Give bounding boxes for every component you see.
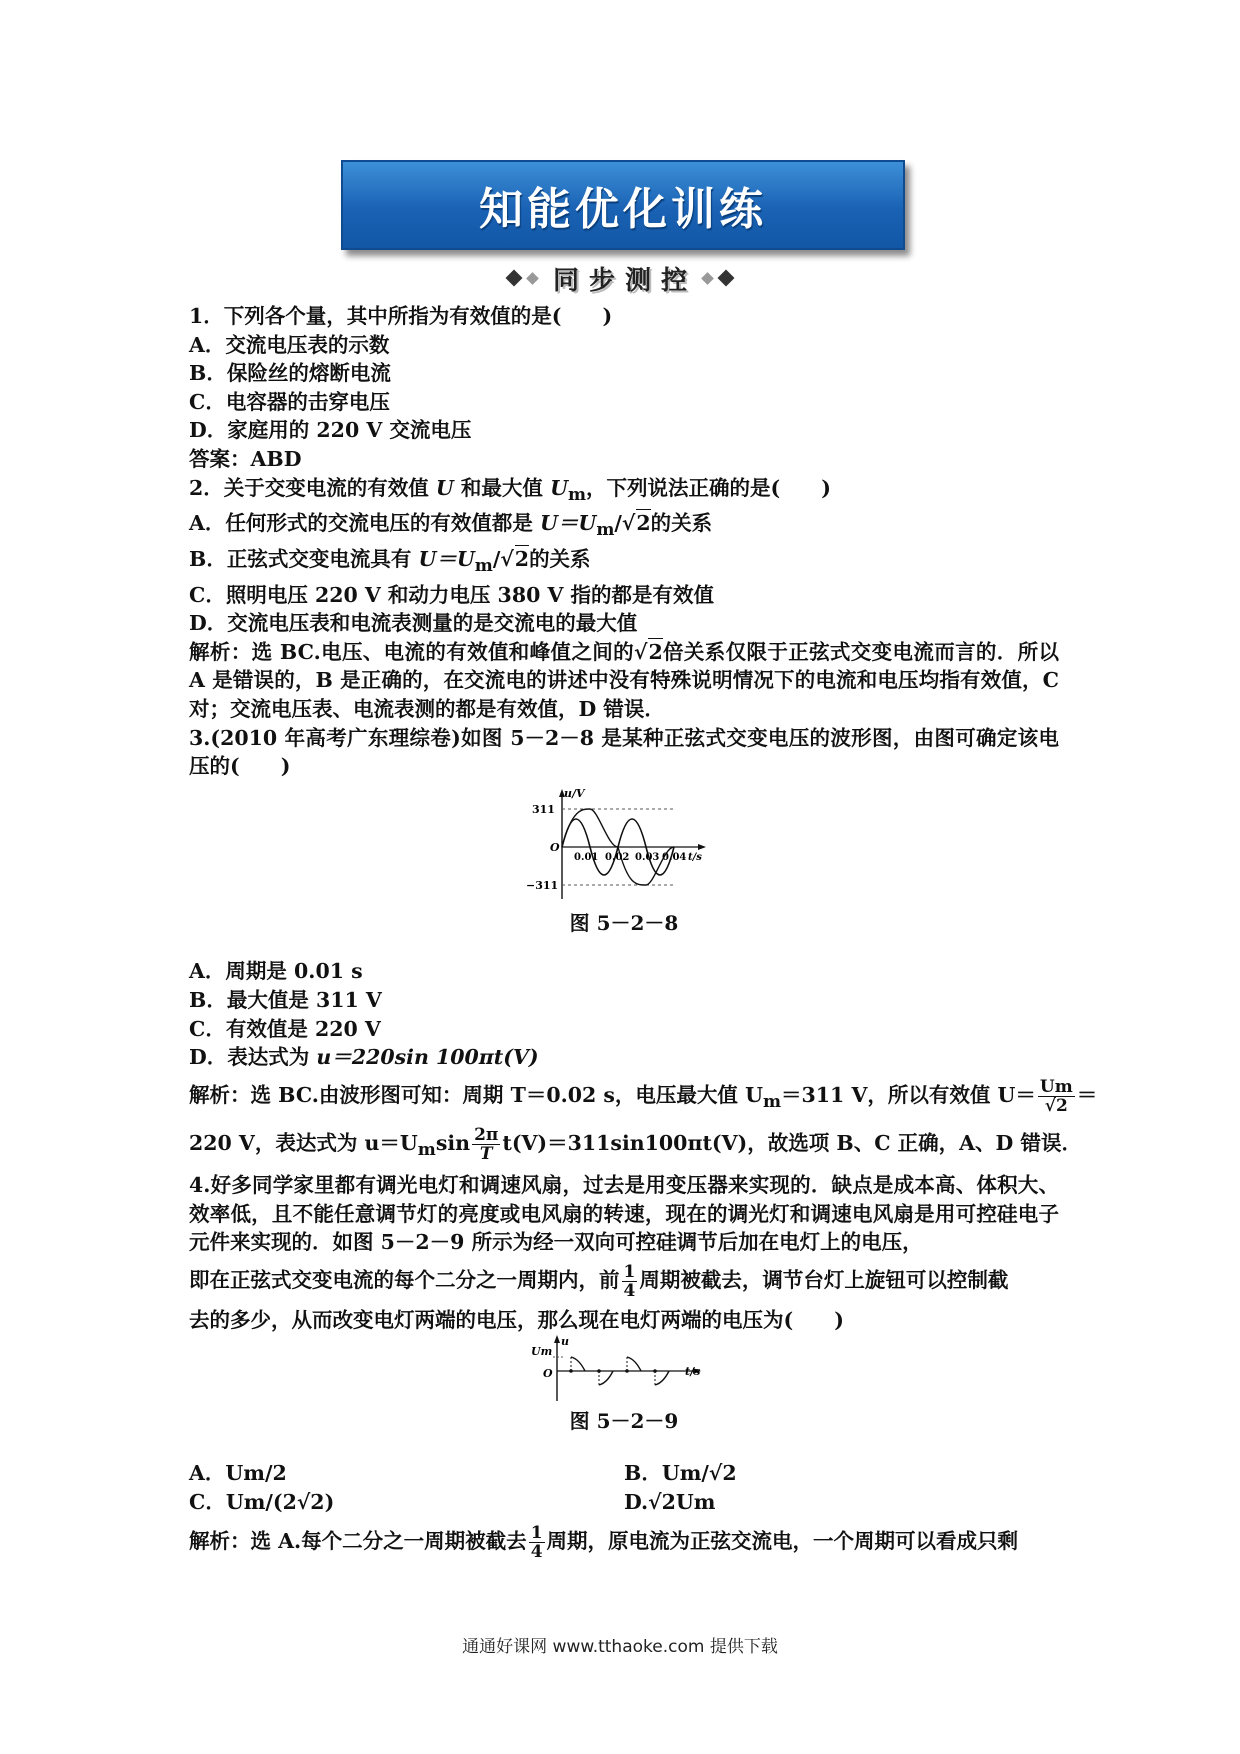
- y-tick-top: 311: [532, 802, 555, 816]
- clipped-wave-graph: [519, 1335, 729, 1405]
- q4-stem-2: 即在正弦式交变电流的每个二分之一周期内，前 $\frac{1}{4}$ 周期被截去，调节台灯上旋钮可以控制截: [189, 1261, 1009, 1301]
- section-char: 同: [552, 265, 579, 296]
- q2-option-b: B．正弦式交变电流具有 $U=U_m/√2$的关系: [189, 546, 591, 577]
- q2-option-a: A．任何形式的交流电压的有效值都是 $U=U_m/√2$的关系: [189, 511, 713, 541]
- q4-option-c: C．Um/(2√2): [189, 1489, 335, 1514]
- y-axis-label: u/V: [564, 786, 585, 800]
- q1-option-c: C．电容器的击穿电压: [189, 389, 390, 414]
- page-title: 知能优化训练: [479, 184, 767, 235]
- section-char: 步: [588, 265, 615, 296]
- q4-stem-1: 4.好多同学家里都有调光电灯和调速风扇，过去是用变压器来实现的．缺点是成本高、体积大、效率低，且不能任意调节灯的亮度或电风扇的转速，现在的调光灯和调速电风扇是用可控硅电子元件来实现的．如图 5－2－9 所示为经一双向可控硅调节后加在电灯上的电压，: [189, 1173, 1059, 1255]
- y-tick: Um: [531, 1344, 553, 1358]
- q3-stem: 3.(2010 年高考广东理综卷)如图 5－2－8 是某种正弦式交变电压的波形图，由图可确定该电压的( ): [189, 725, 1059, 779]
- q3-option-c: C．有效值是 220 V: [189, 1016, 381, 1041]
- q3-analysis-line1: 解析：选 BC.由波形图可知：周期 T＝0.02 s，电压最大值 $U_m=311$ V，所以有效值 U＝ $\frac{Um}{√2}$ ＝: [189, 1076, 1098, 1116]
- figure-5-2-8: [189, 787, 1059, 938]
- title-banner: [341, 160, 905, 250]
- q3-option-a: A．周期是 0.01 s: [189, 959, 363, 984]
- q3-option-b: B．最大值是 311 V: [189, 987, 382, 1012]
- x-tick: 0.03: [635, 851, 660, 863]
- q2-option-c: C．照明电压 220 V 和动力电压 380 V 指的都是有效值: [189, 582, 715, 607]
- x-axis-label: t/s: [688, 851, 702, 863]
- x-tick: 0.02: [605, 851, 630, 863]
- q3-analysis-line2: 220 V，表达式为 $u=U_m\sin$ $\frac{2\pi}{T}$ t(V)＝311sin100πt(V)，故选项 B、C 正确，A、D 错误．: [189, 1125, 1082, 1165]
- y-axis-label: u: [561, 1334, 569, 1348]
- diamond-icon: [718, 270, 735, 287]
- q2-option-d: D．交流电压表和电流表测量的是交流电的最大值: [189, 611, 638, 636]
- diamond-icon: [526, 272, 539, 285]
- q1-stem: 1．下列各个量，其中所指为有效值的是( ): [189, 304, 613, 328]
- q4-option-d: D.√2Um: [624, 1489, 716, 1514]
- x-tick: 0.01: [574, 851, 599, 863]
- q3-option-d: D．表达式为 u＝220sin 100πt(V): [189, 1045, 539, 1070]
- q1-option-a: A．交流电压表的示数: [189, 332, 390, 357]
- figure-5-2-9: [189, 1335, 1059, 1436]
- diamond-icon: [505, 270, 522, 287]
- q4-options-row-1: [189, 1459, 1059, 1488]
- y-tick-bottom: −311: [526, 878, 559, 892]
- origin-label: O: [543, 1366, 553, 1380]
- q2-stem: 2．关于交变电流的有效值 U 和最大值 $U_m$，下列说法正确的是( ): [189, 475, 831, 505]
- diamond-icon: [701, 272, 714, 285]
- q4-options-row-2: [189, 1488, 1059, 1517]
- origin-label: O: [550, 840, 560, 854]
- x-tick: 0.04: [662, 851, 687, 863]
- sine-wave-graph: [524, 787, 724, 907]
- footer-watermark: 通通好课网 www.tthaoke.com 提供下载: [462, 1637, 778, 1657]
- section-heading: [470, 258, 770, 298]
- x-axis-label: t/s: [685, 1364, 701, 1378]
- section-char: 测: [625, 265, 652, 296]
- q4-option-a: A．Um/2: [189, 1461, 287, 1486]
- q2-analysis: 解析：选 BC.电压、电流的有效值和峰值之间的√2倍关系仅限于正弦式交变电流而言的．所以 A 是错误的，B 是正确的，在交流电的讲述中没有特殊说明情况下的电流和电压均指有效值，C 对；交流电压表、电流表测的都是有效值，D 错误．: [189, 639, 1060, 721]
- figure-caption: 图 5－2－8: [569, 910, 679, 935]
- q4-option-b: B．Um/√2: [624, 1461, 737, 1486]
- figure-caption: 图 5－2－9: [569, 1408, 679, 1433]
- document-body: [189, 302, 1098, 1563]
- q4-stem-3: 去的多少，从而改变电灯两端的电压，那么现在电灯两端的电压为( ): [189, 1307, 844, 1332]
- q1-answer: 答案：ABD: [189, 446, 302, 471]
- q4-analysis: 解析：选 A.每个二分之一周期被截去 $\frac{1}{4}$ 周期，原电流为正弦交流电，一个周期可以看成只剩: [189, 1523, 1019, 1563]
- q1-option-d: D．家庭用的 220 V 交流电压: [189, 418, 472, 443]
- section-char: 控: [661, 265, 688, 296]
- q1-option-b: B．保险丝的熔断电流: [189, 361, 391, 386]
